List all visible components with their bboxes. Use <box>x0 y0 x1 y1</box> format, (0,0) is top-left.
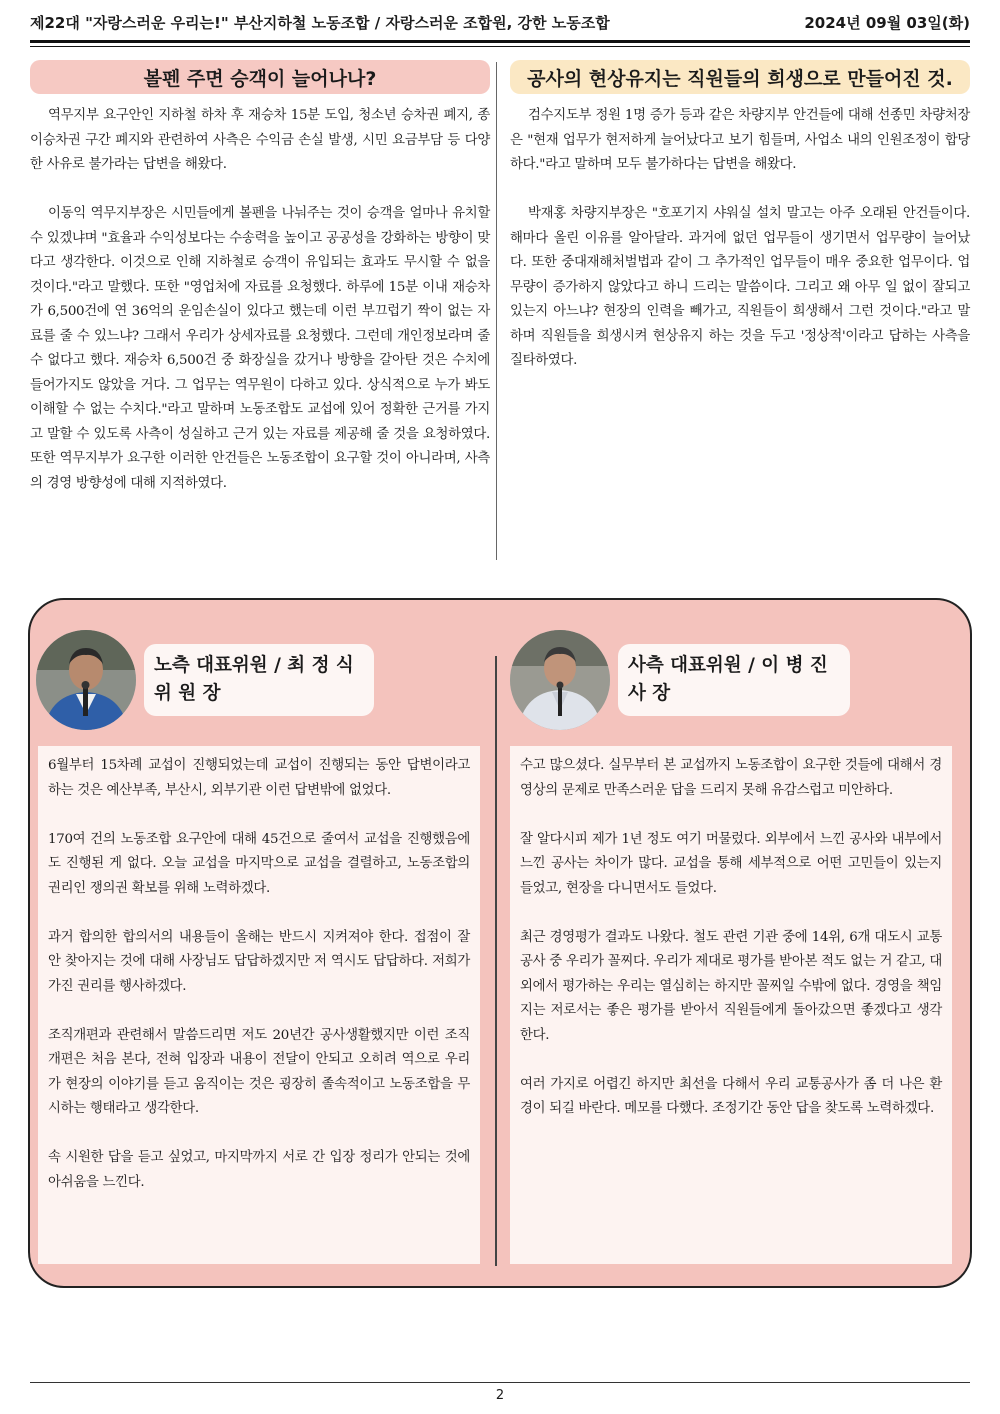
header-rule-thin <box>30 46 970 47</box>
statement-paragraph: 최근 경영평가 결과도 나왔다. 철도 관련 기관 중에 14위, 6개 대도시 교통공사 중 우리가 꼴찌다. 우리가 제대로 평가를 받아본 적도 없는 거 같고, 대외에서 평가하는 우리는 열심히는 하지만 꼴찌일 수밖에 없다. 경영을 책임지는 저로서는 좋은 평가를 받아서 직원들에게 돌아갔으면 좋겠다고 생각한다. <box>520 929 942 1043</box>
statement-paragraph: 조직개편과 관련해서 말씀드리면 저도 20년간 공사생활했지만 이런 조직개편은 처음 본다, 전혀 입장과 내용이 전달이 안되고 오히려 역으로 우리가 현장의 이야기를 듣고 움직이는 것은 굉장히 졸속적이고 노동조합을 무시하는 행태라고 생각한다. <box>48 1027 470 1116</box>
person-photo-icon <box>36 630 136 730</box>
union-rep-photo <box>36 630 136 730</box>
left-article-title: 볼펜 주면 승객이 늘어나나? <box>30 60 490 94</box>
newsletter-title: 제22대 "자랑스러운 우리는!" 부산지하철 노동조합 / 자랑스러운 조합원, 강한 노동조합 <box>30 13 610 32</box>
panel-divider <box>495 656 497 1266</box>
company-rep-name <box>618 644 850 716</box>
union-rep-title-line: 노측 대표위원 / 최 정 식 <box>154 655 354 676</box>
union-rep-name <box>144 644 374 716</box>
page-number: 2 <box>495 1388 505 1403</box>
union-rep-statement <box>38 746 480 1264</box>
statement-paragraph: 잘 알다시피 제가 1년 정도 여기 머물렀다. 외부에서 느낀 공사와 내부에서 느낀 공사는 차이가 많다. 교섭을 통해 세부적으로 어떤 고민들이 있는지 들었고, 현장을 다니면서도 들었다. <box>520 831 942 896</box>
statement-paragraph: 수고 많으셨다. 실무부터 본 교섭까지 노동조합이 요구한 것들에 대해서 경영상의 문제로 만족스러운 답을 드리지 못해 유감스럽고 미안하다. <box>520 758 942 798</box>
issue-date: 2024년 09월 03일(화) <box>804 13 970 32</box>
article-paragraph: 검수지도부 정원 1명 증가 등과 같은 차량지부 안건들에 대해 선종민 차량처장은 "현재 업무가 현저하게 늘어났다고 보기 힘들며, 사업소 내의 인원조정이 합당하다."라고 말하며 모두 불가하다는 답변을 해왔다. <box>510 108 970 172</box>
header-rule-thick <box>30 40 970 43</box>
union-rep-header <box>36 630 476 730</box>
article-paragraph: 이동익 역무지부장은 시민들에게 볼펜을 나눠주는 것이 승객을 얼마나 유치할 수 있겠냐며 "효율과 수익성보다는 수송력을 높이고 공공성을 강화하는 방향이 맞다고 생각한다. 이것으로 인해 지하철로 승객이 유입되는 효과도 무시할 수 없을 것이다."라고 말했다. 또한 "영업처에 자료를 요청했다. 하루에 15분 이내 재승차가 6,500건에 연 36억의 운임손실이 있다고 했는데 이런 부끄럽기 짝이 없는 자료를 줄 수 있느냐? 그래서 우리가 상세자료를 요청했다. 그런데 개인정보라며 줄 수 없다고 했다. 재승차 6,500건 중 화장실을 갔거나 방향을 갈아탄 것은 수치에 들어가지도 않았을 거다. 그 업무는 역무원이 다하고 있다. 상식적으로 누가 봐도 이해할 수 없는 수치다."라고 말하며 노동조합도 교섭에 있어 정확한 근거를 가지고 말할 수 있도록 사측이 성실하고 근거 있는 자료를 제공해 줄 것을 요청하였다. 또한 역무지부가 요구한 이러한 안건들은 노동조합이 요구할 것이 아니라며, 사측의 경영 방향성에 대해 지적하였다. <box>30 206 490 491</box>
person-photo-icon <box>510 630 610 730</box>
company-rep-header <box>510 630 950 730</box>
company-rep-statement <box>510 746 952 1264</box>
right-article-title: 공사의 현상유지는 직원들의 희생으로 만들어진 것. <box>510 60 970 94</box>
right-article <box>510 60 970 398</box>
statement-paragraph: 속 시원한 답을 듣고 싶었고, 마지막까지 서로 간 입장 정리가 안되는 것에 아쉬움을 느낀다. <box>48 1150 470 1190</box>
company-rep-title-line: 사측 대표위원 / 이 병 진 <box>628 655 828 676</box>
union-rep-position-line: 위 원 장 <box>154 683 221 704</box>
statement-paragraph: 과거 합의한 합의서의 내용들이 올해는 반드시 지켜져야 한다. 접점이 잘 안 찾아지는 것에 대해 사장님도 답답하겠지만 저 역시도 답답하다. 저희가 가진 권리를 행사하겠다. <box>48 929 470 994</box>
statement-paragraph: 여러 가지로 어렵긴 하지만 최선을 다해서 우리 교통공사가 좀 더 나은 환경이 되길 바란다. 메모를 다했다. 조정기간 동안 답을 찾도록 노력하겠다. <box>520 1076 942 1116</box>
company-rep-photo <box>510 630 610 730</box>
page-header <box>30 8 970 36</box>
article-paragraph: 박재홍 차량지부장은 "호포기지 샤워실 설치 말고는 아주 오래된 안건들이다. 해마다 올린 이유를 알아달라. 과거에 없던 업무들이 생기면서 업무량이 늘어났다. 또한 중대재해처벌법과 같이 그 추가적인 업무들이 매우 중요한 업무이다. 업무량이 증가하지 않았다고 하니 드리는 말씀이다. 그리고 왜 아무 일 없이 잘되고 있는지 아느냐? 현장의 인력을 빼가고, 직원들이 희생해서 그런 것이다."라고 말하며 직원들을 희생시켜 현상유지 하는 것을 두고 '정상적'이라고 답하는 사측을 질타하였다. <box>510 206 970 368</box>
article-paragraph: 역무지부 요구안인 지하철 하차 후 재승차 15분 도입, 청소년 승차권 폐지, 종이승차권 구간 폐지와 관련하여 사측은 수익금 손실 발생, 시민 요금부담 등 다양한 사유로 불가라는 답변을 해왔다. <box>30 108 490 172</box>
company-rep-position-line: 사 장 <box>628 683 671 704</box>
footer-rule <box>30 1382 970 1383</box>
column-divider <box>496 62 497 560</box>
statement-paragraph: 6월부터 15차례 교섭이 진행되었는데 교섭이 진행되는 동안 답변이라고 하는 것은 예산부족, 부산시, 외부기관 이런 답변밖에 없었다. <box>48 758 470 798</box>
left-article <box>30 60 490 521</box>
statement-paragraph: 170여 건의 노동조합 요구안에 대해 45건으로 줄여서 교섭을 진행했음에도 진행된 게 없다. 오늘 교섭을 마지막으로 교섭을 결렬하고, 노동조합의 권리인 쟁의권 확보를 위해 노력하겠다. <box>48 831 470 896</box>
